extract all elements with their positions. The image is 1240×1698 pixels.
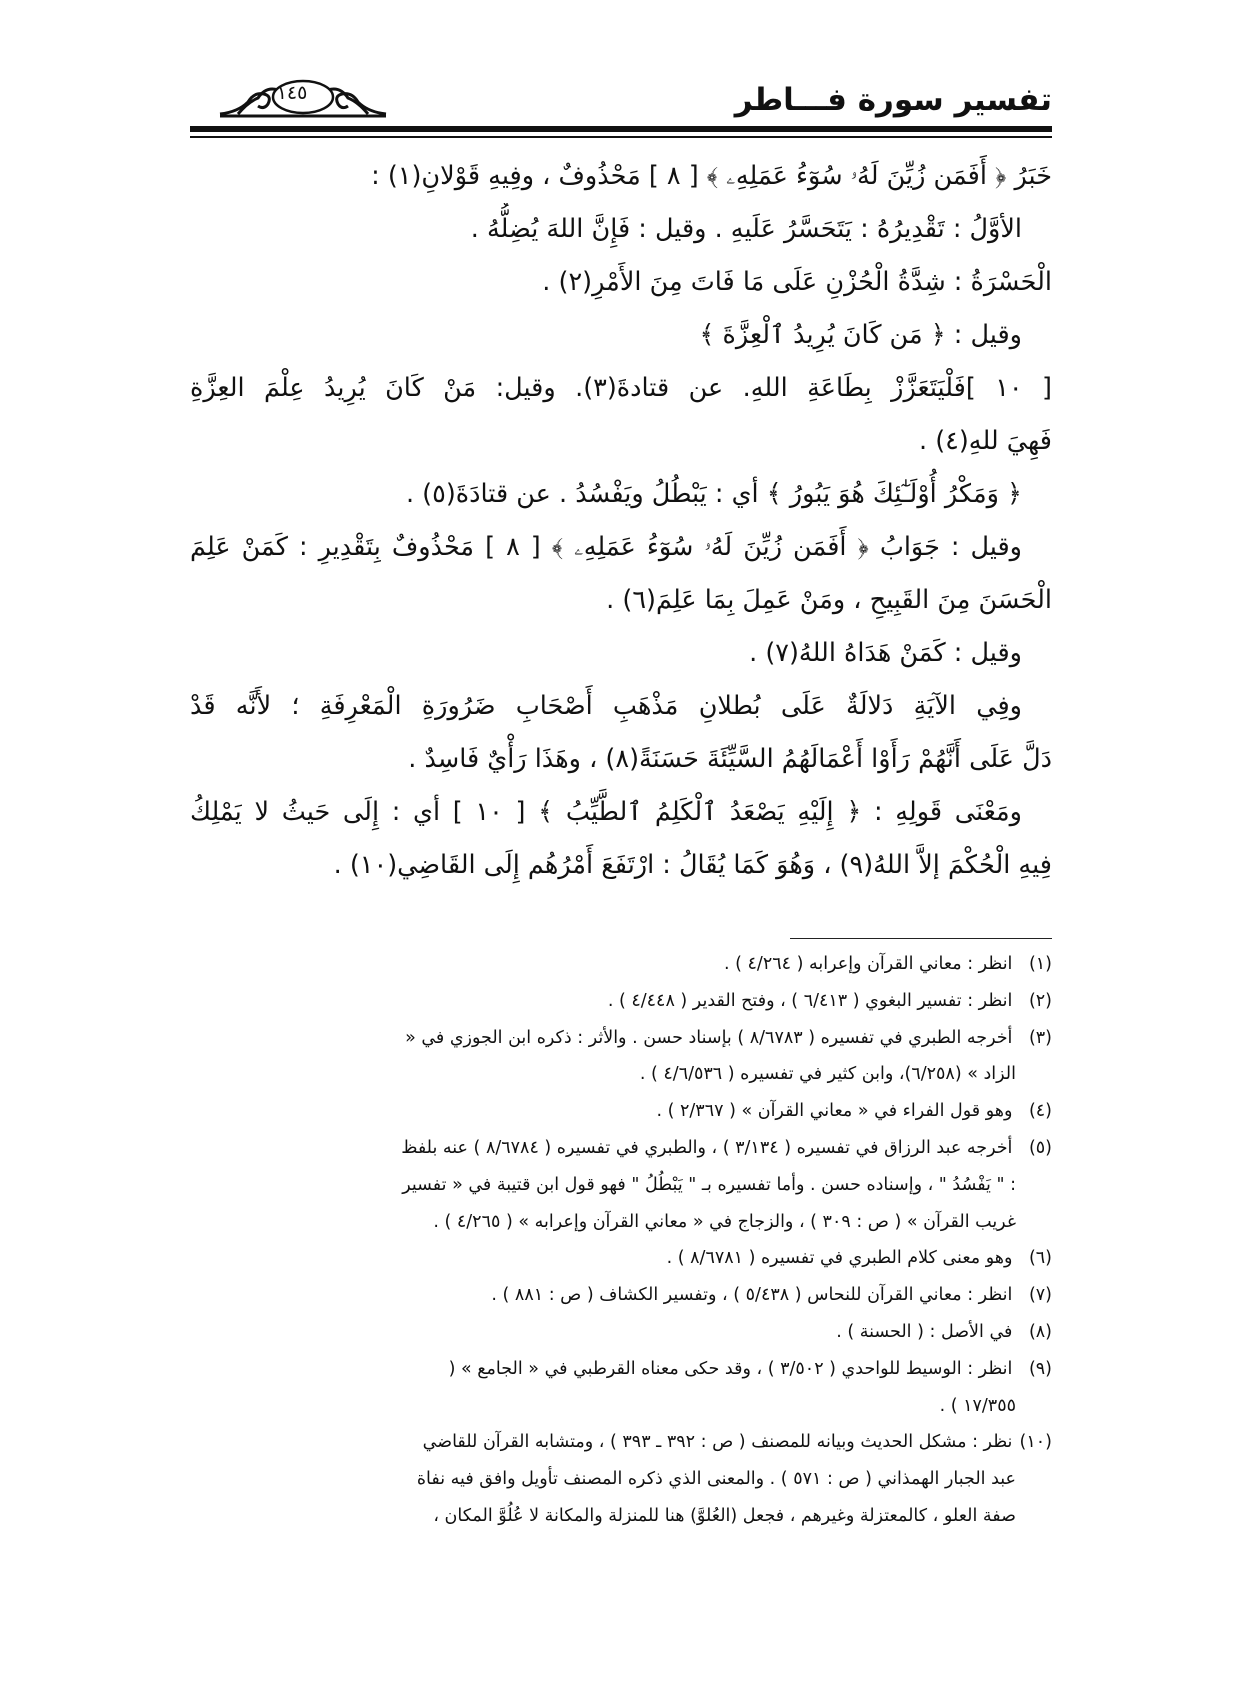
text-line: الْحَسْرَةُ : شِدَّةُ الْحُزْنِ عَلَى مَا فَاتَ مِنَ الأَمْرِ(٢) . xyxy=(542,267,1052,297)
text-line: خَبَرُ ﴿ أَفَمَن زُيِّنَ لَهُۥ سُوٓءُ عَمَلِهِۦ ﴾ [ ٨ ] مَحْذُوفٌ ، وفِيهِ قَوْلانِ(١) : xyxy=(371,161,1052,191)
text-line: وفِي الآيَةِ دَلالَةٌ عَلَى بُطلانِ مَذْهَبِ أَصْحَابِ ضَرُورَةِ الْمَعْرِفَةِ ؛ لأَنَّه قَدْ xyxy=(190,691,1022,721)
footnote-number: (١٠) xyxy=(1019,1432,1052,1453)
text-line: ومَعْنَى قَولِهِ : ﴿ إِلَيْهِ يَصْعَدُ ٱلْكَلِمُ ٱلطَّيِّبُ ﴾ [ ١٠ ] أي : إِلَى حَيثُ لا يَمْلِكُ xyxy=(190,797,1022,827)
footnote xyxy=(190,983,1052,1020)
footnote xyxy=(190,1314,1052,1351)
footnote xyxy=(190,1093,1052,1130)
footnote xyxy=(190,1130,1052,1167)
surah-title: تفسير سورة فـــاطر xyxy=(734,82,1052,118)
footnote-text: انظر : تفسير البغوي ( ٦/٤١٣ ) ، وفتح القدير ( ٤/٤٤٨ ) . xyxy=(607,990,1013,1011)
footnote-number: (٧) xyxy=(1028,1285,1052,1306)
footnotes xyxy=(190,946,1052,1535)
footnote-continuation xyxy=(190,1388,1052,1425)
text-line: وقيل : جَوَابُ ﴿ أَفَمَن زُيِّنَ لَهُۥ سُوٓءُ عَمَلِهِۦ ﴾ [ ٨ ] مَحْذُوفٌ بِتَقْدِيرِ : كَمَنْ عَلِمَ xyxy=(190,532,1022,562)
text-line: دَلَّ عَلَى أَنَّهُمْ رَأَوْا أَعْمَالَهُمُ السَّيِّئَةَ حَسَنَةً(٨) ، وهَذَا رَأْيٌ فَاسِدٌ . xyxy=(408,744,1052,774)
footnote-continuation xyxy=(190,1498,1052,1535)
footnote-text: صفة العلو ، كالمعتزلة وغيرهم ، فجعل (العُلوَّ) هنا للمنزلة والمكانة لا عُلُوَّ المكان ، xyxy=(433,1505,1016,1526)
footnote-number: (٦) xyxy=(1028,1248,1052,1269)
footnote-text: أخرجه عبد الرزاق في تفسيره ( ٣/١٣٤ ) ، والطبري في تفسيره ( ٨/٦٧٨٤ ) عنه بلفظ xyxy=(401,1137,1013,1158)
footnote-text: وهو معنى كلام الطبري في تفسيره ( ٨/٦٧٨١ ) . xyxy=(666,1248,1013,1269)
text-line: الأوَّلُ : تَقْدِيرُهُ : يَتَحَسَّرُ عَلَيهِ . وقيل : فَإِنَّ اللهَ يُضِلُّهُ . xyxy=(470,214,1022,244)
header-rule-thin xyxy=(190,136,1052,138)
footnote-text: في الأصل : ( الحسنة ) . xyxy=(836,1321,1013,1342)
footnote-text: : " يَفْسُدُ " ، وإسناده حسن . وأما تفسيره بـ " يَبْطُلُ " فهو قول ابن قتيبة في « تفسير xyxy=(402,1174,1016,1195)
text-line: فَهِيَ للهِ(٤) . xyxy=(918,426,1052,456)
text-line: فِيهِ الْحُكْمَ إلاَّ اللهُ(٩) ، وَهُوَ كَمَا يُقَالُ : ارْتَفَعَ أَمْرُهُم إِلَى القَاضِي(١٠) . xyxy=(333,850,1052,880)
text-line: ﴿ وَمَكْرُ أُوْلَـٰٓئِكَ هُوَ يَبُورُ ﴾ أي : يَبْطُلُ ويَفْسُدُ . عن قتادَةَ(٥) . xyxy=(405,479,1022,509)
footnote-number: (٣) xyxy=(1028,1027,1052,1048)
footnote xyxy=(190,946,1052,983)
footnote-number: (٩) xyxy=(1028,1358,1052,1379)
footnote-text: انظر : معاني القرآن للنحاس ( ٥/٤٣٨ ) ، وتفسير الكشاف ( ص : ٨٨١ ) . xyxy=(491,1285,1013,1306)
text-line: وقيل : كَمَنْ هَدَاهُ اللهُ(٧) . xyxy=(749,638,1022,668)
footnote-number: (١) xyxy=(1028,954,1052,974)
page-header xyxy=(190,70,1052,120)
footnote-continuation xyxy=(190,1167,1052,1204)
text-line: [ ١٠ ]فَلْيَتَعَزَّزْ بِطَاعَةِ اللهِ. عن قتادةَ(٣). وقيل: مَنْ كَانَ يُرِيدُ عِلْمَ العِزَّةِ xyxy=(190,373,1052,403)
text-line: الْحَسَنَ مِنَ القَبِيحِ ، ومَنْ عَمِلَ بِمَا عَلِمَ(٦) . xyxy=(606,585,1052,615)
footnote-number: (٨) xyxy=(1028,1321,1052,1342)
footnote-continuation xyxy=(190,1204,1052,1241)
footnote-text: انظر : معاني القرآن وإعرابه ( ٤/٢٦٤ ) . xyxy=(724,954,1013,974)
footnote xyxy=(190,1277,1052,1314)
footnote-text: انظر : الوسيط للواحدي ( ٣/٥٠٢ ) ، وقد حكى معناه القرطبي في « الجامع » ( xyxy=(448,1358,1013,1379)
footnote-number: (٢) xyxy=(1028,990,1052,1011)
page-number: ١٤٥ xyxy=(276,82,308,104)
footnote-continuation xyxy=(190,1056,1052,1093)
footnote-text: أخرجه الطبري في تفسيره ( ٨/٦٧٨٣ ) بإسناد حسن . والأثر : ذكره ابن الجوزي في « xyxy=(405,1027,1013,1048)
footnote-text: وهو قول الفراء في « معاني القرآن » ( ٢/٣٦٧ ) . xyxy=(656,1101,1013,1122)
footnote-text: الزاد » (٦/٢٥٨)، وابن كثير في تفسيره ( ٤/٦/٥٣٦ ) . xyxy=(639,1064,1016,1085)
footnote-text: غريب القرآن » ( ص : ٣٠٩ ) ، والزجاج في « معاني القرآن وإعرابه » ( ٤/٢٦٥ ) . xyxy=(433,1211,1016,1232)
footnote-text: نظر : مشكل الحديث وبيانه للمصنف ( ص : ٣٩٢ ـ ٣٩٣ ) ، ومتشابه القرآن للقاضي xyxy=(422,1432,1013,1453)
main-text xyxy=(190,150,1052,892)
footnote xyxy=(190,1351,1052,1388)
footnote xyxy=(190,1424,1052,1461)
header-rule-thick xyxy=(190,126,1052,132)
footnote-continuation xyxy=(190,1461,1052,1498)
footnote-number: (٤) xyxy=(1028,1101,1052,1122)
footnote-text: عبد الجبار الهمذاني ( ص : ٥٧١ ) . والمعنى الذي ذكره المصنف تأويل وافق فيه نفاة xyxy=(416,1469,1016,1490)
footnote xyxy=(190,1020,1052,1057)
footnote-number: (٥) xyxy=(1028,1137,1052,1158)
footnote xyxy=(190,1240,1052,1277)
footnote-text: ١٧/٣٥٥ ) . xyxy=(939,1395,1016,1416)
footnote-separator xyxy=(790,938,1052,939)
text-line: وقيل : ﴿ مَن كَانَ يُرِيدُ ٱلْعِزَّةَ ﴾ xyxy=(699,320,1022,350)
